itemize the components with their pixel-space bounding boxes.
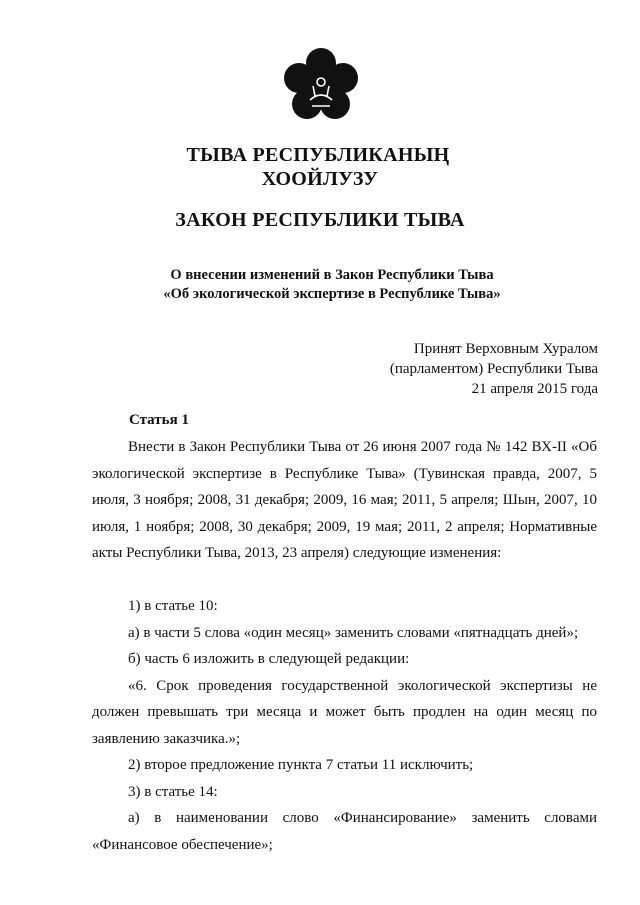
article-items — [92, 593, 597, 858]
list-item: «6. Срок проведения государственной экологической экспертизы не должен превышать три месяца и может быть продлен на один месяц по заявлению заказчика.»; — [92, 677, 597, 747]
list-item: б) часть 6 изложить в следующей редакции: — [128, 651, 410, 667]
article-heading: Статья 1 — [129, 412, 189, 428]
law-title-line-2: «Об экологической экспертизе в Республике Тыва» — [163, 286, 501, 302]
law-title-line-1: О внесении изменений в Закон Республики Тыва — [170, 267, 494, 283]
adoption-line-1: Принят Верховным Хуралом — [413, 341, 598, 357]
header-line-2: ХООЙЛУЗУ — [261, 168, 379, 190]
tuva-emblem-icon — [282, 46, 360, 124]
header-line-1: ТЫВА РЕСПУБЛИКАНЫҢ — [186, 144, 450, 166]
law-heading: ЗАКОН РЕСПУБЛИКИ ТЫВА — [175, 209, 465, 231]
list-item: 1) в статье 10: — [128, 598, 218, 614]
adoption-block — [390, 339, 598, 399]
list-item: 3) в статье 14: — [128, 783, 218, 800]
adoption-line-2: (парламентом) Республики Тыва — [389, 361, 598, 377]
list-item: а) в части 5 слова «один месяц» заменить словами «пятнадцать дней»; — [128, 624, 579, 641]
list-item: 2) второе предложение пункта 7 статьи 11 исключить; — [128, 757, 474, 773]
list-item: а) в наименовании слово «Финансирование» заменить словами «Финансовое обеспечение»; — [92, 810, 597, 853]
article-intro: Внести в Закон Республики Тыва от 26 июня 2007 года № 142 ВХ-II «Об экологической экспертизе в Республике Тыва» (Тувинская правда, 2007, 5 июля, 3 ноября; 2008, 31 декабря; 2009, 16 мая; 2011, 5 апреля; Шын, 2007, 10 июля, 1 ноября; 2008, 30 декабря; 2009, 19 мая; 2011, 2 апреля; Нормативные акты Республики Тыва, 2013, 23 апреля) следующие изменения: — [92, 439, 597, 561]
adoption-date: 21 апреля 2015 года — [471, 381, 598, 397]
article-intro-block — [92, 434, 597, 567]
